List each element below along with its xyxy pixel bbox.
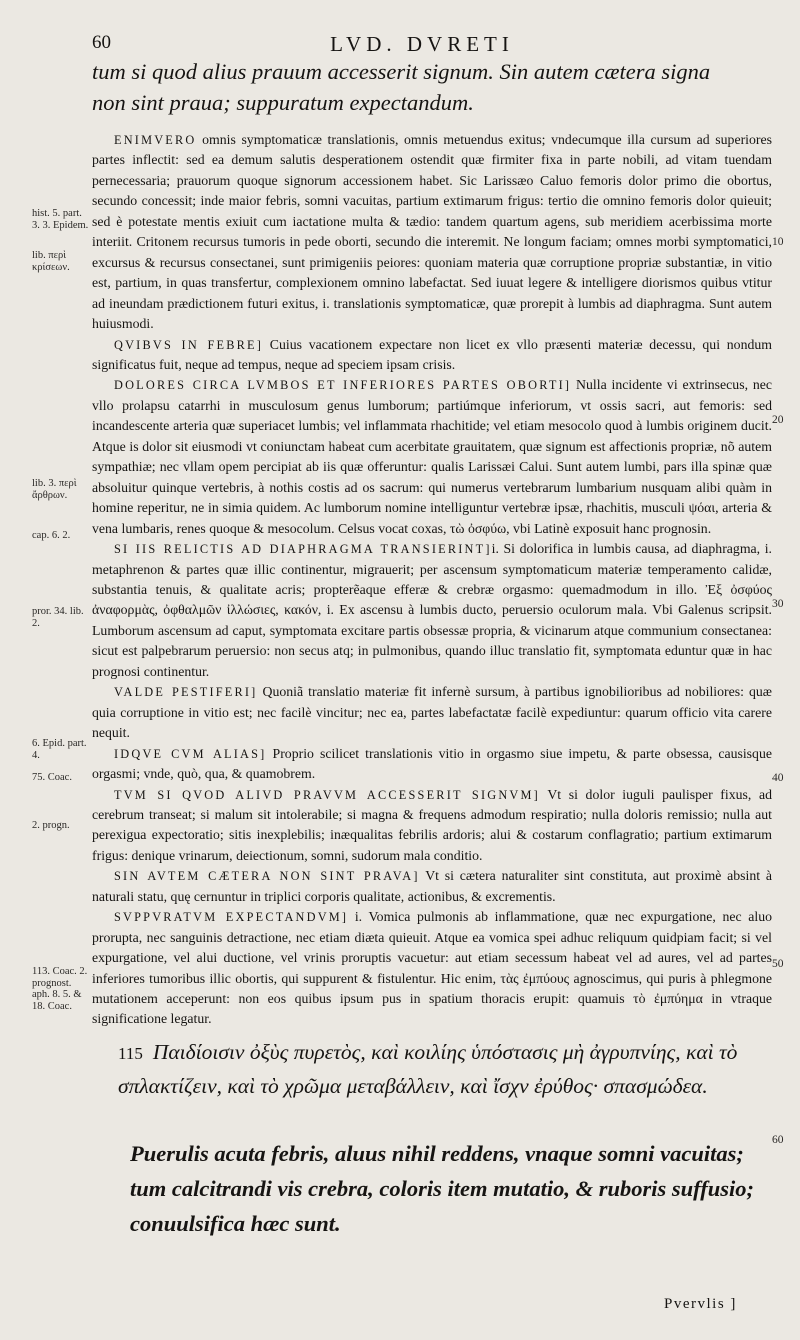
margin-note: 6. Epid. part. 4. [32, 738, 87, 761]
commentary-paragraph [92, 907, 772, 1030]
line-number: 10 [772, 236, 784, 248]
lemma [92, 56, 762, 118]
margin-note: 75. Coac. [32, 772, 72, 783]
aphorism-greek [118, 1036, 778, 1103]
paragraph-text: Cuius vacationem expectare non licet ex vllo præsenti materiæ decessu, qui nondum significatus fuit, neque ad tempus, neque ad speciem ipsam crisis. [92, 336, 772, 372]
margin-note: lib. 3. περὶ ἄρθρων. [32, 478, 77, 501]
commentary-paragraph [92, 539, 772, 682]
margin-note: hist. 5. part. 3. 3. Epidem. [32, 208, 89, 231]
margin-note: lib. περὶ κρίσεων. [32, 250, 70, 273]
aphorism-greek-text: Παιδίοισιν ὀξὺς πυρετὸς, καὶ κοιλίης ὑπόστασις μὴ ἀγρυπνίης, καὶ τὸ σπλακτίζειν, καὶ τὸ χρῶμα μεταβάλλειν, καὶ ἴσχν ἐρύθος· σπασμώδεα. [118, 1040, 738, 1098]
lemma-line: non sint praua; suppuratum expectandum. [92, 90, 474, 115]
aphorism-latin: Puerulis acuta febris, aluus nihil reddens, vnaque somni vacuitas; tum calcitrandi vis crebra, coloris item mutatio, & ruboris suffusio; conuulsifica hæc sunt. [130, 1141, 755, 1236]
commentary [92, 130, 772, 1030]
paragraph-text: Quoniã translatio materiæ fit infernè sursum, à partibus ignobilioribus ad nobiliores: quæ quia corruptione in vitio est; nec facilè vincitur; nec ea, partes labefactatæ facilè expediuntur: quarum officio vita carere nequit. [92, 684, 772, 741]
commentary-paragraph [92, 744, 772, 785]
paragraph-text: Vt si cætera naturaliter sint constituta, aut proximè absint à naturali statu, quę cernuntur in triplici corporis qualitate, actionibus, & excrementis. [92, 868, 772, 904]
paragraph-text: Proprio scilicet translationis vitio in orgasmo siue impetu, & parte obsessa, causisque orgasmi; vnde, quò, qua, & quamobrem. [92, 745, 772, 782]
catchword: Pvervlis ] [664, 1296, 737, 1312]
paragraph-lead: TVM SI QVOD ALIVD PRAVVM ACCESSERIT SIGNVM] [114, 787, 540, 802]
paragraph-lead: SI IIS RELICTIS AD DIAPHRAGMA TRANSIERINT] [114, 542, 492, 557]
margin-note: 2. progn. [32, 820, 70, 831]
commentary-paragraph [92, 866, 772, 907]
paragraph-lead: SVPPVRATVM EXPECTANDVM] [114, 910, 349, 925]
commentary-paragraph [92, 335, 772, 376]
page-header [82, 28, 762, 58]
line-number: 40 [772, 772, 784, 784]
paragraph-text: i. Vomica pulmonis ab inflammatione, quæ nec expurgatione, nec aluo prorupta, nec sanguinis detractione, nec etiam diæta quieuit. Atque ea vomica spei adhuc reliquum quidpiam facit; si vel expurgatione, vel alui ductione, vel vrinis proruptis vacuetur: aut etiam secessum habeat vel ad aures, vel ad partes inferiores tumoribus illic obortis, qui suppurent & fistulentur. Hic enim, τὰς ἐμπύους agnoscimus, qui puris à phlegmone mutationem acceperunt: non eos quibus ipsum pus in spatium thoracis erupit: quamuis τὸ ἐμπύημα in vtraque significatione legatur. [92, 909, 772, 1027]
margin-note: cap. 6. 2. [32, 530, 71, 541]
margin-note: pror. 34. lib. 2. [32, 606, 84, 629]
line-number: 50 [772, 958, 784, 970]
page-number: 60 [92, 32, 111, 53]
line-number: 20 [772, 414, 784, 426]
paragraph-lead: ENIMVERO [114, 133, 197, 147]
paragraph-lead: DOLORES CIRCA LVMBOS ET INFERIORES PARTES OBORTI] [114, 378, 572, 393]
commentary-paragraph [92, 375, 772, 539]
aphorism-number: 115 [118, 1044, 143, 1063]
paragraph-lead: VALDE PESTIFERI] [114, 685, 258, 700]
commentary-paragraph [92, 682, 772, 743]
paragraph-text: Vt si dolor iuguli paulisper fixus, ad cerebrum transeat; si malum sit intolerabile; si magna & frequens admodum respiratio; nulla doloris remissio; nulla aut perexigua expectoratio; sitis inexplebilis; inæqualitas febrilis ardoris; alui & costarum conflagratio; partium extimarum frigus: denique vrinarum, deiectionum, somni, sudorum mala conditio. [92, 786, 772, 863]
paragraph-lead: IDQVE CVM ALIAS] [114, 746, 267, 761]
paragraph-text: i. Si dolorifica in lumbis causa, ad diaphragma, i. metaphrenon & partes quæ illic continentur, migrauerit; per ascensum symptomaticum materiæ temperamento calidæ, substantia tenuis, & qualitate acris; propterẽaque efferæ & crebræ orgasmo: quemadmodum in illo. Ἐξ ὀσφύος ἀναφορμὰς, ὀφθαλμῶν ἰλλώσιες, κακόν, i. Ex ascensu à lumbis ducto, peruersio oculorum mala. Vbi Galenus scripsit. Lumborum ascensum ad caput, symptomata excitare partis obsessæ propria, & vicinarum atque communium consectanea: sicut est palpebrarum peruersio: non secus atq; in pulmonibus, quando illuc translatio fit, symptomata eduntur quæ in hac prognosi continentur. [92, 541, 772, 679]
paragraph-lead: QVIBVS IN FEBRE] [114, 337, 264, 352]
margin-note: 113. Coac. 2. prognost. aph. 8. 5. & 18. Coac. [32, 966, 88, 1012]
commentary-paragraph [92, 130, 772, 335]
line-number: 30 [772, 598, 784, 610]
lemma-line: tum si quod alius prauum accesserit signum. Sin autem cætera signa [92, 59, 711, 84]
commentary-paragraph [92, 785, 772, 867]
line-number: 60 [772, 1134, 784, 1146]
paragraph-lead: SIN AVTEM CÆTERA NON SINT PRAVA] [114, 869, 420, 884]
paragraph-text: omnis symptomaticæ translationis, omnis metuendus exitus; vndecumque illa cursum ad superiores partes inflectit: sed ea demum salutis desperationem ostendit quæ firmiter fixa in parte nobili, ad vitam tuendam pernecessaria; prauorum quoque signorum accessionem habet. Sic Larissæo Caluo femoris dolor primo die obortus, secundo concessit; inde maior febris, somni vacuitas, partium extimarum frigus: tertio die omnino femoris dolor quieuit; sed è potestate mentis exiuit cum iactatione multa & tædio: tandem quartum agens, sub meridiem acerbissima morte interiit. Critonem recursus tumoris in pede oborti, secundo die interemit. Ne longum faciam; omnes morbi symptomatici, excursus & recursus consectanei, sunt primigeniis peiores: quoniam materia quæ corruptione propriæ substantiæ, in vitio est, partium, in quas transfertur, complexionem omnino labefactat. Sed iuuat legere & intelligere diorismos quibus vtitur ad ineundam prædictionem futuri exitus, i. translationis symptomaticæ, quæ prorepit à lumbis ad diaphragma. Sunt autem huiusmodi. [92, 132, 772, 332]
paragraph-text: Nulla incidente vi extrinsecus, nec vllo prolapsu catarrhi in musculosum genus lumborum; partiúmque inferiorum, vt ossis sacri, aut femoris: sed incandescente arteria quæ superiacet lumbis; vel inflammata rhachitide; vel etiam mesocolo quod à lumbis originem ducit. Atque is dolor sit eiusmodi vt coniunctam habeat cum acerbitate grauitatem, quæ signum est affectionis propriæ, nõ autem sympathiæ; nec vllam opem percipiat ab iis quæ offeruntur: qualis Larissæi Calui. Sunt autem lumbi, pars illa spinæ quæ absoluitur quinque vertebris, à nothis costis ad os sacrum: qui numerus vertebrarum lumbarium nusquam alibi quàm in homine reperitur, ne in simia quidem. Ac lumborum nomine intelliguntur vertebræ ipsæ, rhachitis, musculi ψόαι, arteria & vena lumbaris, renes quoque & mesocolum. Celsus vocat coxas, τὼ ὀσφύω, vbi Latinè exposuit hanc prognosin. [92, 377, 772, 536]
running-head: LVD. DVRETI [330, 32, 514, 56]
